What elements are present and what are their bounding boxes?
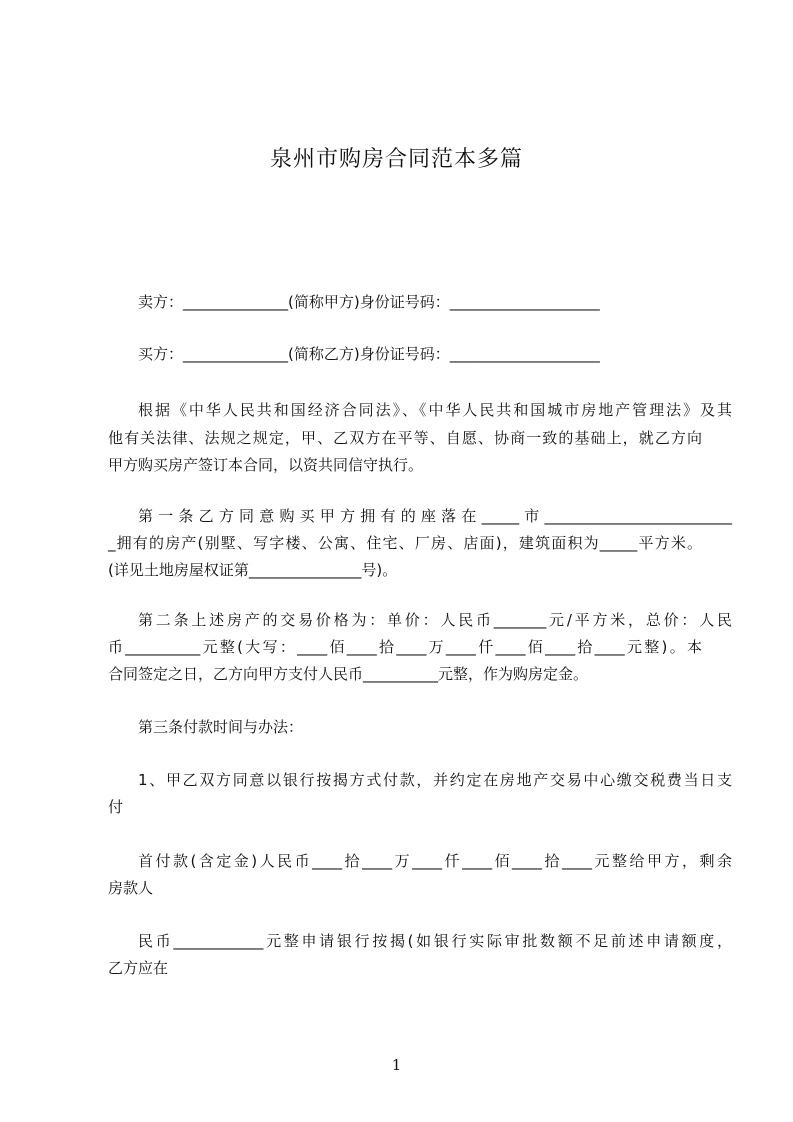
mortgage-line-1: 民币____________元整申请银行按揭(如银行实际审批数额不足前述申请额度， xyxy=(138,932,732,950)
payment-item-1-line-1: 1、甲乙双方同意以银行按揭方式付款，并约定在房地产交易中心缴交税费当日支 xyxy=(138,771,732,789)
down-payment-line-1: 首付款(含定金)人民币____拾____万____仟____佰____拾____元整给甲方，剩余 xyxy=(138,852,732,870)
down-payment-line-2: 房款人 xyxy=(108,879,154,897)
article-1-line-2: _拥有的房产(别墅、写字楼、公寓、住宅、厂房、店面)，建筑面积为_____平方米。 xyxy=(108,534,702,552)
preamble-line-3: 甲方购买房产签订本合同，以资共同信守执行。 xyxy=(108,456,424,474)
article-3-heading: 第三条付款时间与办法： xyxy=(138,718,304,736)
article-1-line-1: 第一条乙方同意购买甲方拥有的座落在_____市_________________________ xyxy=(138,507,732,525)
preamble-line-2: 他有关法律、法规之规定，甲、乙双方在平等、自愿、协商一致的基础上，就乙方向 xyxy=(108,429,702,447)
article-2-line-2: 币__________元整(大写：____佰____拾____万____仟____佰____拾____元整)。本 xyxy=(108,638,702,656)
payment-item-1-line-2: 付 xyxy=(108,798,124,816)
page-number: 1 xyxy=(391,1056,402,1074)
article-1-line-3: (详见土地房屋权证第_______________号)。 xyxy=(108,561,398,579)
article-2-line-1: 第二条上述房产的交易价格为：单价：人民币_______元/平方米，总价：人民 xyxy=(138,611,732,629)
buyer-line: 买方：______________(简称乙方)身份证号码：____________________ xyxy=(138,345,600,363)
article-2-line-3: 合同签定之日，乙方向甲方支付人民币__________元整，作为购房定金。 xyxy=(108,665,589,683)
mortgage-line-2: 乙方应在 xyxy=(108,959,169,977)
document-title: 泉州市购房合同范本多篇 xyxy=(269,147,523,172)
seller-line: 卖方：______________(简称甲方)身份证号码：____________________ xyxy=(138,293,600,311)
preamble-line-1: 根据《中华人民共和国经济合同法》、《中华人民共和国城市房地产管理法》及其 xyxy=(138,401,732,419)
